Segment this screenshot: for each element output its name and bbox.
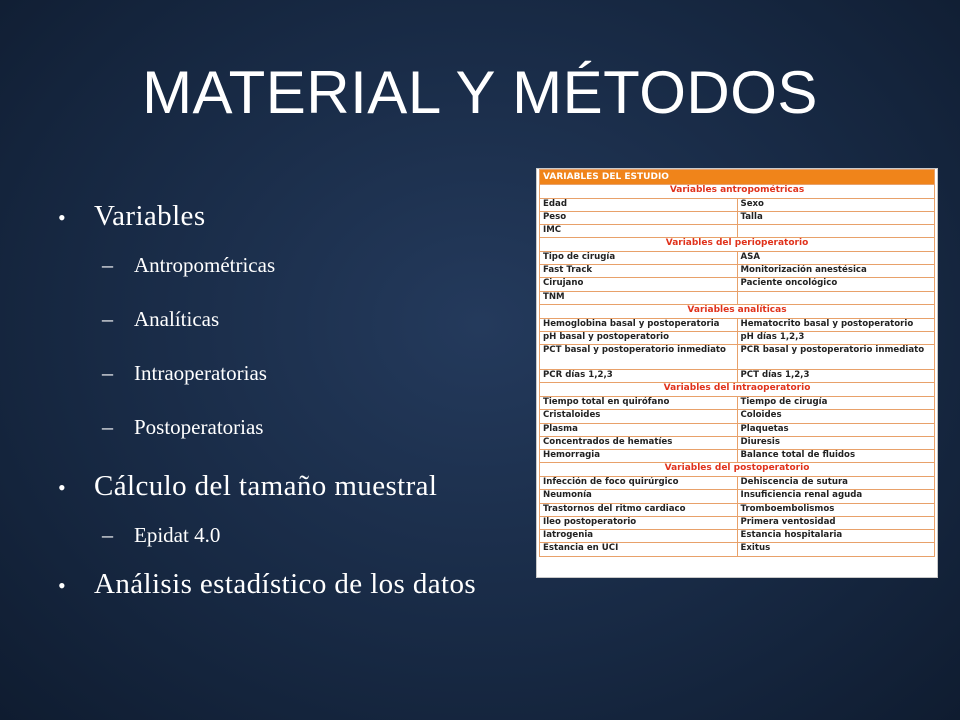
table-section-row	[540, 185, 935, 199]
table-cell: Coloides	[737, 410, 935, 423]
table-cell: Hemorragia	[540, 450, 738, 463]
sub-bullet-label: Intraoperatorias	[134, 361, 267, 385]
table-row	[540, 490, 935, 503]
sub-bullet-label: Antropométricas	[134, 253, 276, 277]
dash-icon: –	[102, 522, 113, 547]
table-cell: Cristaloides	[540, 410, 738, 423]
table-cell: ASA	[737, 251, 935, 264]
table-cell	[737, 225, 935, 238]
table-section-row	[540, 463, 935, 477]
bullet-dot-icon: •	[58, 573, 67, 598]
dash-icon: –	[102, 414, 113, 439]
table-row	[540, 503, 935, 516]
table-cell: Íleo postoperatorio	[540, 516, 738, 529]
table-row	[540, 436, 935, 449]
slide-title: MATERIAL Y MÉTODOS	[142, 59, 818, 126]
table-cell: Paciente oncológico	[737, 278, 935, 291]
bullet-dot-icon: •	[58, 205, 67, 230]
table-cell: Monitorización anestésica	[737, 265, 935, 278]
table-cell: Diuresis	[737, 436, 935, 449]
table-row	[540, 211, 935, 224]
table-row	[540, 410, 935, 423]
table-cell: Plasma	[540, 423, 738, 436]
table-cell: pH basal y postoperatorio	[540, 331, 738, 344]
table-row	[540, 516, 935, 529]
table-cell: PCR días 1,2,3	[540, 370, 738, 383]
sub-bullet	[102, 250, 528, 280]
table-cell: Éxitus	[737, 543, 935, 556]
table-cell: Primera ventosidad	[737, 516, 935, 529]
bullet-label: Análisis estadístico de los datos	[94, 568, 477, 600]
table-row	[540, 450, 935, 463]
sub-bullet	[102, 358, 528, 388]
table-row	[540, 251, 935, 264]
table-cell: PCT basal y postoperatorio inmediato	[540, 345, 738, 370]
section-title: Variables del postoperatorio	[540, 463, 935, 477]
table-row	[540, 318, 935, 331]
table-row	[540, 265, 935, 278]
table-row	[540, 396, 935, 409]
table-cell: Neumonía	[540, 490, 738, 503]
dash-icon: –	[102, 360, 113, 385]
table-row	[540, 345, 935, 370]
table-section-row	[540, 383, 935, 397]
sub-bullet	[102, 304, 528, 334]
table-cell: Infección de foco quirúrgico	[540, 476, 738, 489]
sub-bullet	[102, 520, 528, 550]
table-cell: Dehiscencia de sutura	[737, 476, 935, 489]
table-cell: Tiempo de cirugía	[737, 396, 935, 409]
table-row	[540, 370, 935, 383]
section-title: Variables analíticas	[540, 305, 935, 319]
bullet-sample-size	[58, 466, 528, 508]
table-row	[540, 198, 935, 211]
bullet-label: Variables	[94, 200, 206, 232]
table-section-row	[540, 238, 935, 252]
variables-table	[536, 168, 938, 578]
table-cell: Hemoglobina basal y postoperatoria	[540, 318, 738, 331]
table-cell: Sexo	[737, 198, 935, 211]
table-cell: Tromboembolismos	[737, 503, 935, 516]
bullet-statistical-analysis	[58, 564, 528, 606]
table-cell: Tipo de cirugía	[540, 251, 738, 264]
table-cell: Peso	[540, 211, 738, 224]
table-row	[540, 423, 935, 436]
table-cell: Cirujano	[540, 278, 738, 291]
table-cell: Fast Track	[540, 265, 738, 278]
table-header: VARIABLES DEL ESTUDIO	[540, 170, 935, 185]
bullet-label: Cálculo del tamaño muestral	[94, 470, 438, 502]
table-cell: Balance total de fluidos	[737, 450, 935, 463]
table-row	[540, 331, 935, 344]
bullet-list	[58, 196, 528, 618]
table-cell	[737, 291, 935, 304]
table-cell: Concentrados de hematíes	[540, 436, 738, 449]
sub-bullet-label: Postoperatorias	[134, 415, 264, 439]
sub-bullet	[102, 412, 528, 442]
table-cell: Insuficiencia renal aguda	[737, 490, 935, 503]
table-header-row	[540, 170, 935, 185]
table-cell: Iatrogenia	[540, 530, 738, 543]
table-cell: Tiempo total en quirófano	[540, 396, 738, 409]
table-cell: TNM	[540, 291, 738, 304]
table-cell: PCR basal y postoperatorio inmediato	[737, 345, 935, 370]
table-row	[540, 278, 935, 291]
table-cell: PCT días 1,2,3	[737, 370, 935, 383]
bullet-variables	[58, 196, 528, 238]
section-title: Variables antropométricas	[540, 185, 935, 199]
table-row	[540, 543, 935, 556]
section-title: Variables del perioperatorio	[540, 238, 935, 252]
table-row	[540, 291, 935, 304]
table-cell: Hematocrito basal y postoperatorio	[737, 318, 935, 331]
table-row	[540, 530, 935, 543]
dash-icon: –	[102, 306, 113, 331]
table-cell: Edad	[540, 198, 738, 211]
table-row	[540, 476, 935, 489]
dash-icon: –	[102, 252, 113, 277]
table-row	[540, 225, 935, 238]
table-section-row	[540, 305, 935, 319]
table-cell: Talla	[737, 211, 935, 224]
table-cell: pH días 1,2,3	[737, 331, 935, 344]
sub-bullet-label: Analíticas	[134, 307, 220, 331]
section-title: Variables del intraoperatorio	[540, 383, 935, 397]
bullet-dot-icon: •	[58, 475, 67, 500]
sub-bullet-label: Epidat 4.0	[134, 523, 221, 547]
table-cell: Trastornos del ritmo cardiaco	[540, 503, 738, 516]
table-cell: Estancia hospitalaria	[737, 530, 935, 543]
table-cell: IMC	[540, 225, 738, 238]
table-cell: Estancia en UCI	[540, 543, 738, 556]
table-cell: Plaquetas	[737, 423, 935, 436]
